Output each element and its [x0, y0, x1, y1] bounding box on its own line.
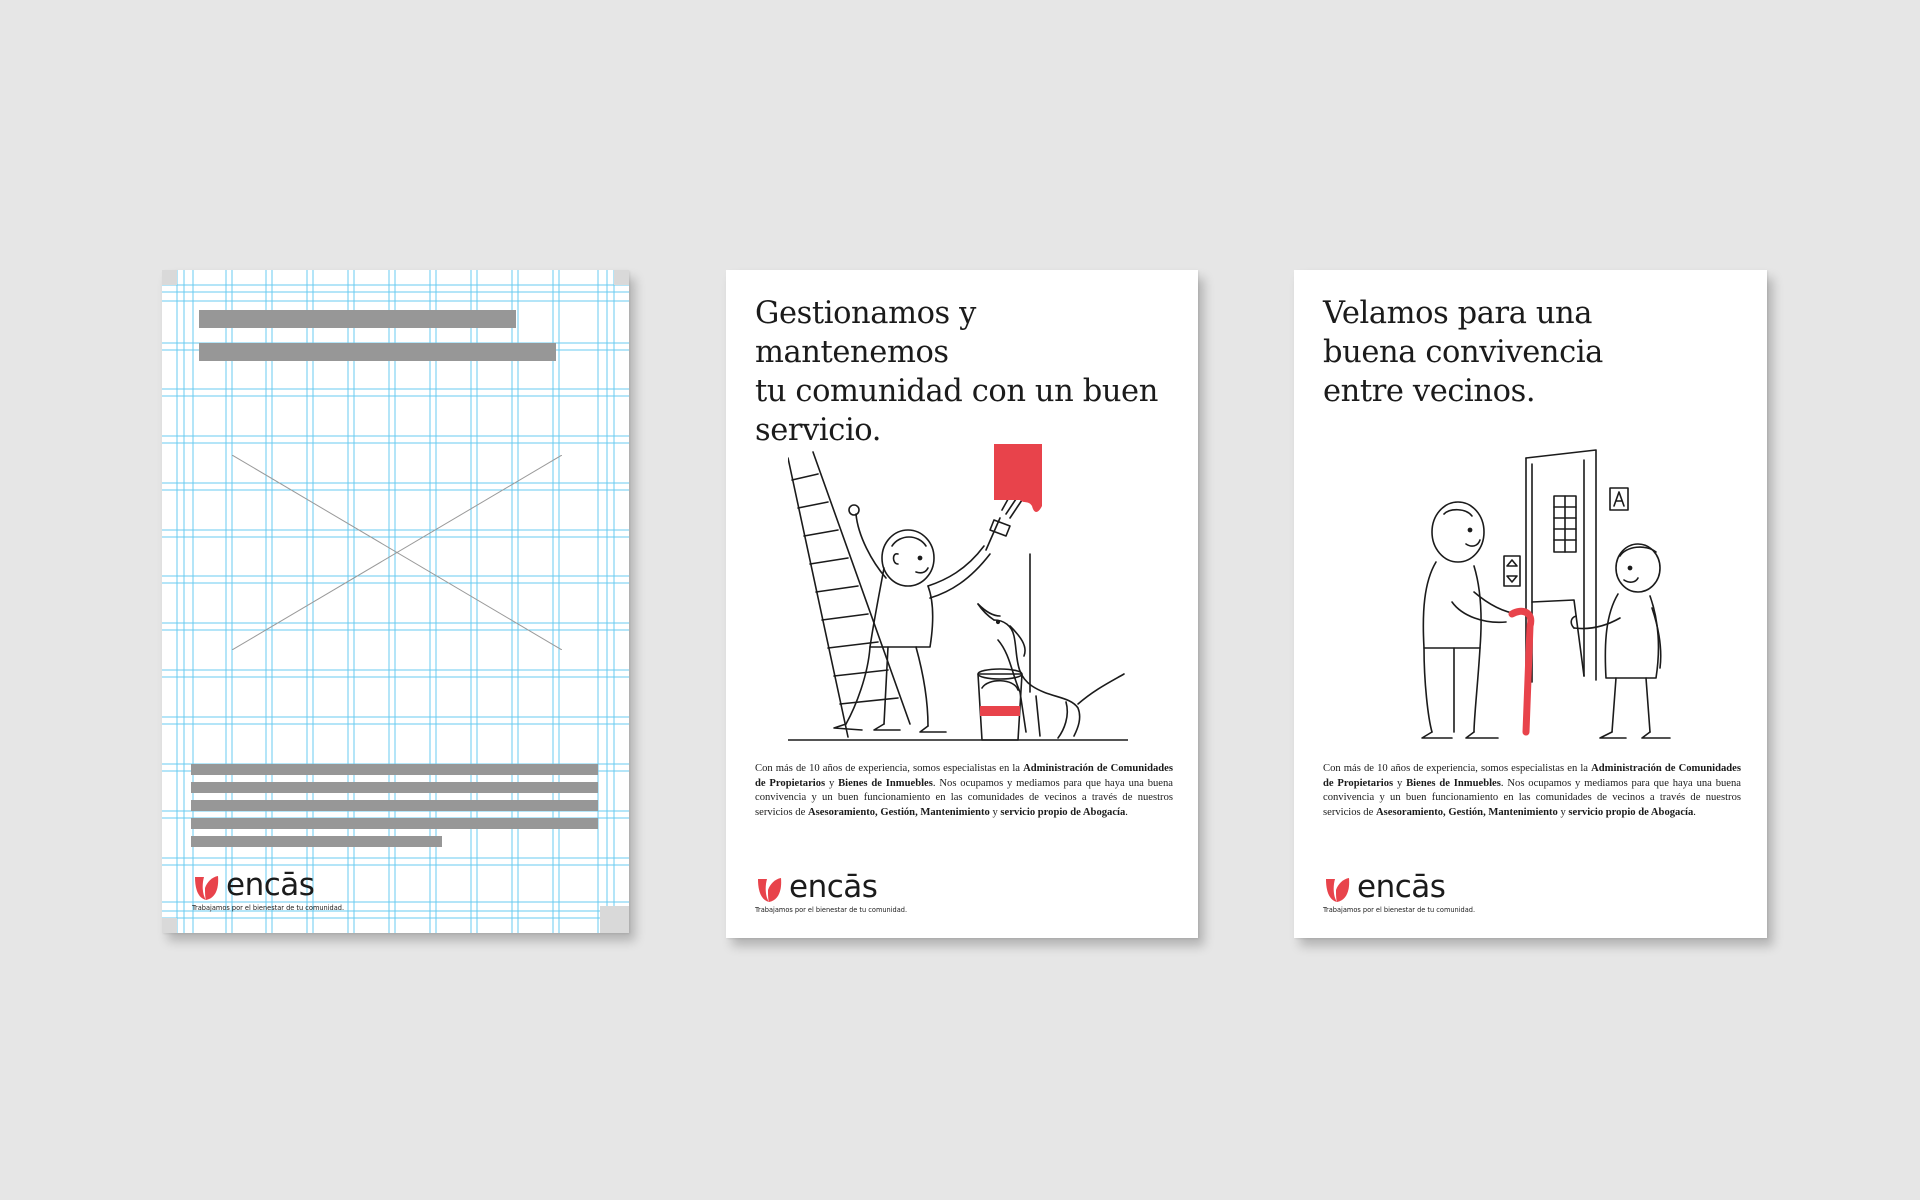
- headline-line: servicio.: [755, 413, 882, 448]
- headline-line: entre vecinos.: [1323, 374, 1536, 409]
- logo-wordmark: encās: [789, 869, 878, 905]
- bold-highlight: Bienes de Inmuebles: [1406, 777, 1501, 789]
- bold-highlight: Administración de Comunidades de Propietarios: [755, 763, 1173, 789]
- headline-line: buena convivencia: [1323, 335, 1603, 370]
- headline-placeholder-bar: [199, 343, 556, 361]
- bold-highlight: Bienes de Inmuebles: [838, 777, 933, 789]
- headline-line: tu comunidad con un buen: [755, 374, 1158, 409]
- encas-logo: [1323, 870, 1523, 918]
- body-placeholder-bar: [191, 800, 598, 811]
- red-leaf-logo-icon: [192, 874, 220, 902]
- bold-highlight: Administración de Comunidades de Propietarios: [1323, 763, 1741, 789]
- poster-body-text: Con más de 10 años de experiencia, somos especialistas en la Administración de Comunidades de Propietarios y Bienes de Inmuebles. Nos ocupamos y mediamos para que haya una buena convivencia y un buen funcionamiento en las comunidades de vecinos a través de nuestros servicios de Asesoramiento, Gestión, Mantenimiento y servicio propio de Abogacía.: [755, 763, 1174, 818]
- body-placeholder-bar: [191, 818, 598, 829]
- encas-logo: [192, 868, 392, 916]
- image-placeholder-icon: [232, 455, 562, 650]
- headline-line: Velamos para una: [1323, 296, 1593, 331]
- body-placeholder-bar: [191, 836, 442, 847]
- headline-line: Gestionamos y mantenemos: [755, 296, 976, 370]
- poster-headline: [1323, 294, 1743, 411]
- bold-highlight: servicio propio de Abogacía: [1568, 806, 1694, 818]
- logo-tagline: Trabajamos por el bienestar de tu comunidad.: [192, 904, 345, 912]
- logo-wordmark: encās: [1357, 869, 1446, 905]
- poster-maintenance: [726, 270, 1198, 938]
- logo-tagline: Trabajamos por el bienestar de tu comunidad.: [1323, 906, 1476, 914]
- red-leaf-logo-icon: [755, 876, 783, 904]
- painter-on-ladder-with-dog-illustration: [788, 440, 1128, 760]
- red-leaf-logo-icon: [1323, 876, 1351, 904]
- encas-logo: [755, 870, 955, 918]
- logo-tagline: Trabajamos por el bienestar de tu comunidad.: [755, 906, 908, 914]
- body-placeholder-bar: [191, 782, 598, 793]
- bold-highlight: Asesoramiento, Gestión, Mantenimiento: [807, 806, 990, 818]
- poster-coexistence: [1294, 270, 1767, 938]
- poster-body-text: Con más de 10 años de experiencia, somos especialistas en la Administración de Comunidades de Propietarios y Bienes de Inmuebles. Nos ocupamos y mediamos para que haya una buena convivencia y un buen funcionamiento en las comunidades de vecinos a través de nuestros servicios de Asesoramiento, Gestión, Mantenimiento y servicio propio de Abogacía.: [1323, 763, 1742, 818]
- body-placeholder-bar: [191, 764, 598, 775]
- logo-wordmark: encās: [226, 867, 315, 903]
- bold-highlight: servicio propio de Abogacía: [1000, 806, 1126, 818]
- poster-headline: [755, 294, 1175, 450]
- bold-highlight: Asesoramiento, Gestión, Mantenimiento: [1375, 806, 1558, 818]
- layout-grid-template: [162, 270, 629, 933]
- neighbors-at-elevator-illustration: [1394, 432, 1694, 752]
- headline-placeholder-bar: [199, 310, 516, 328]
